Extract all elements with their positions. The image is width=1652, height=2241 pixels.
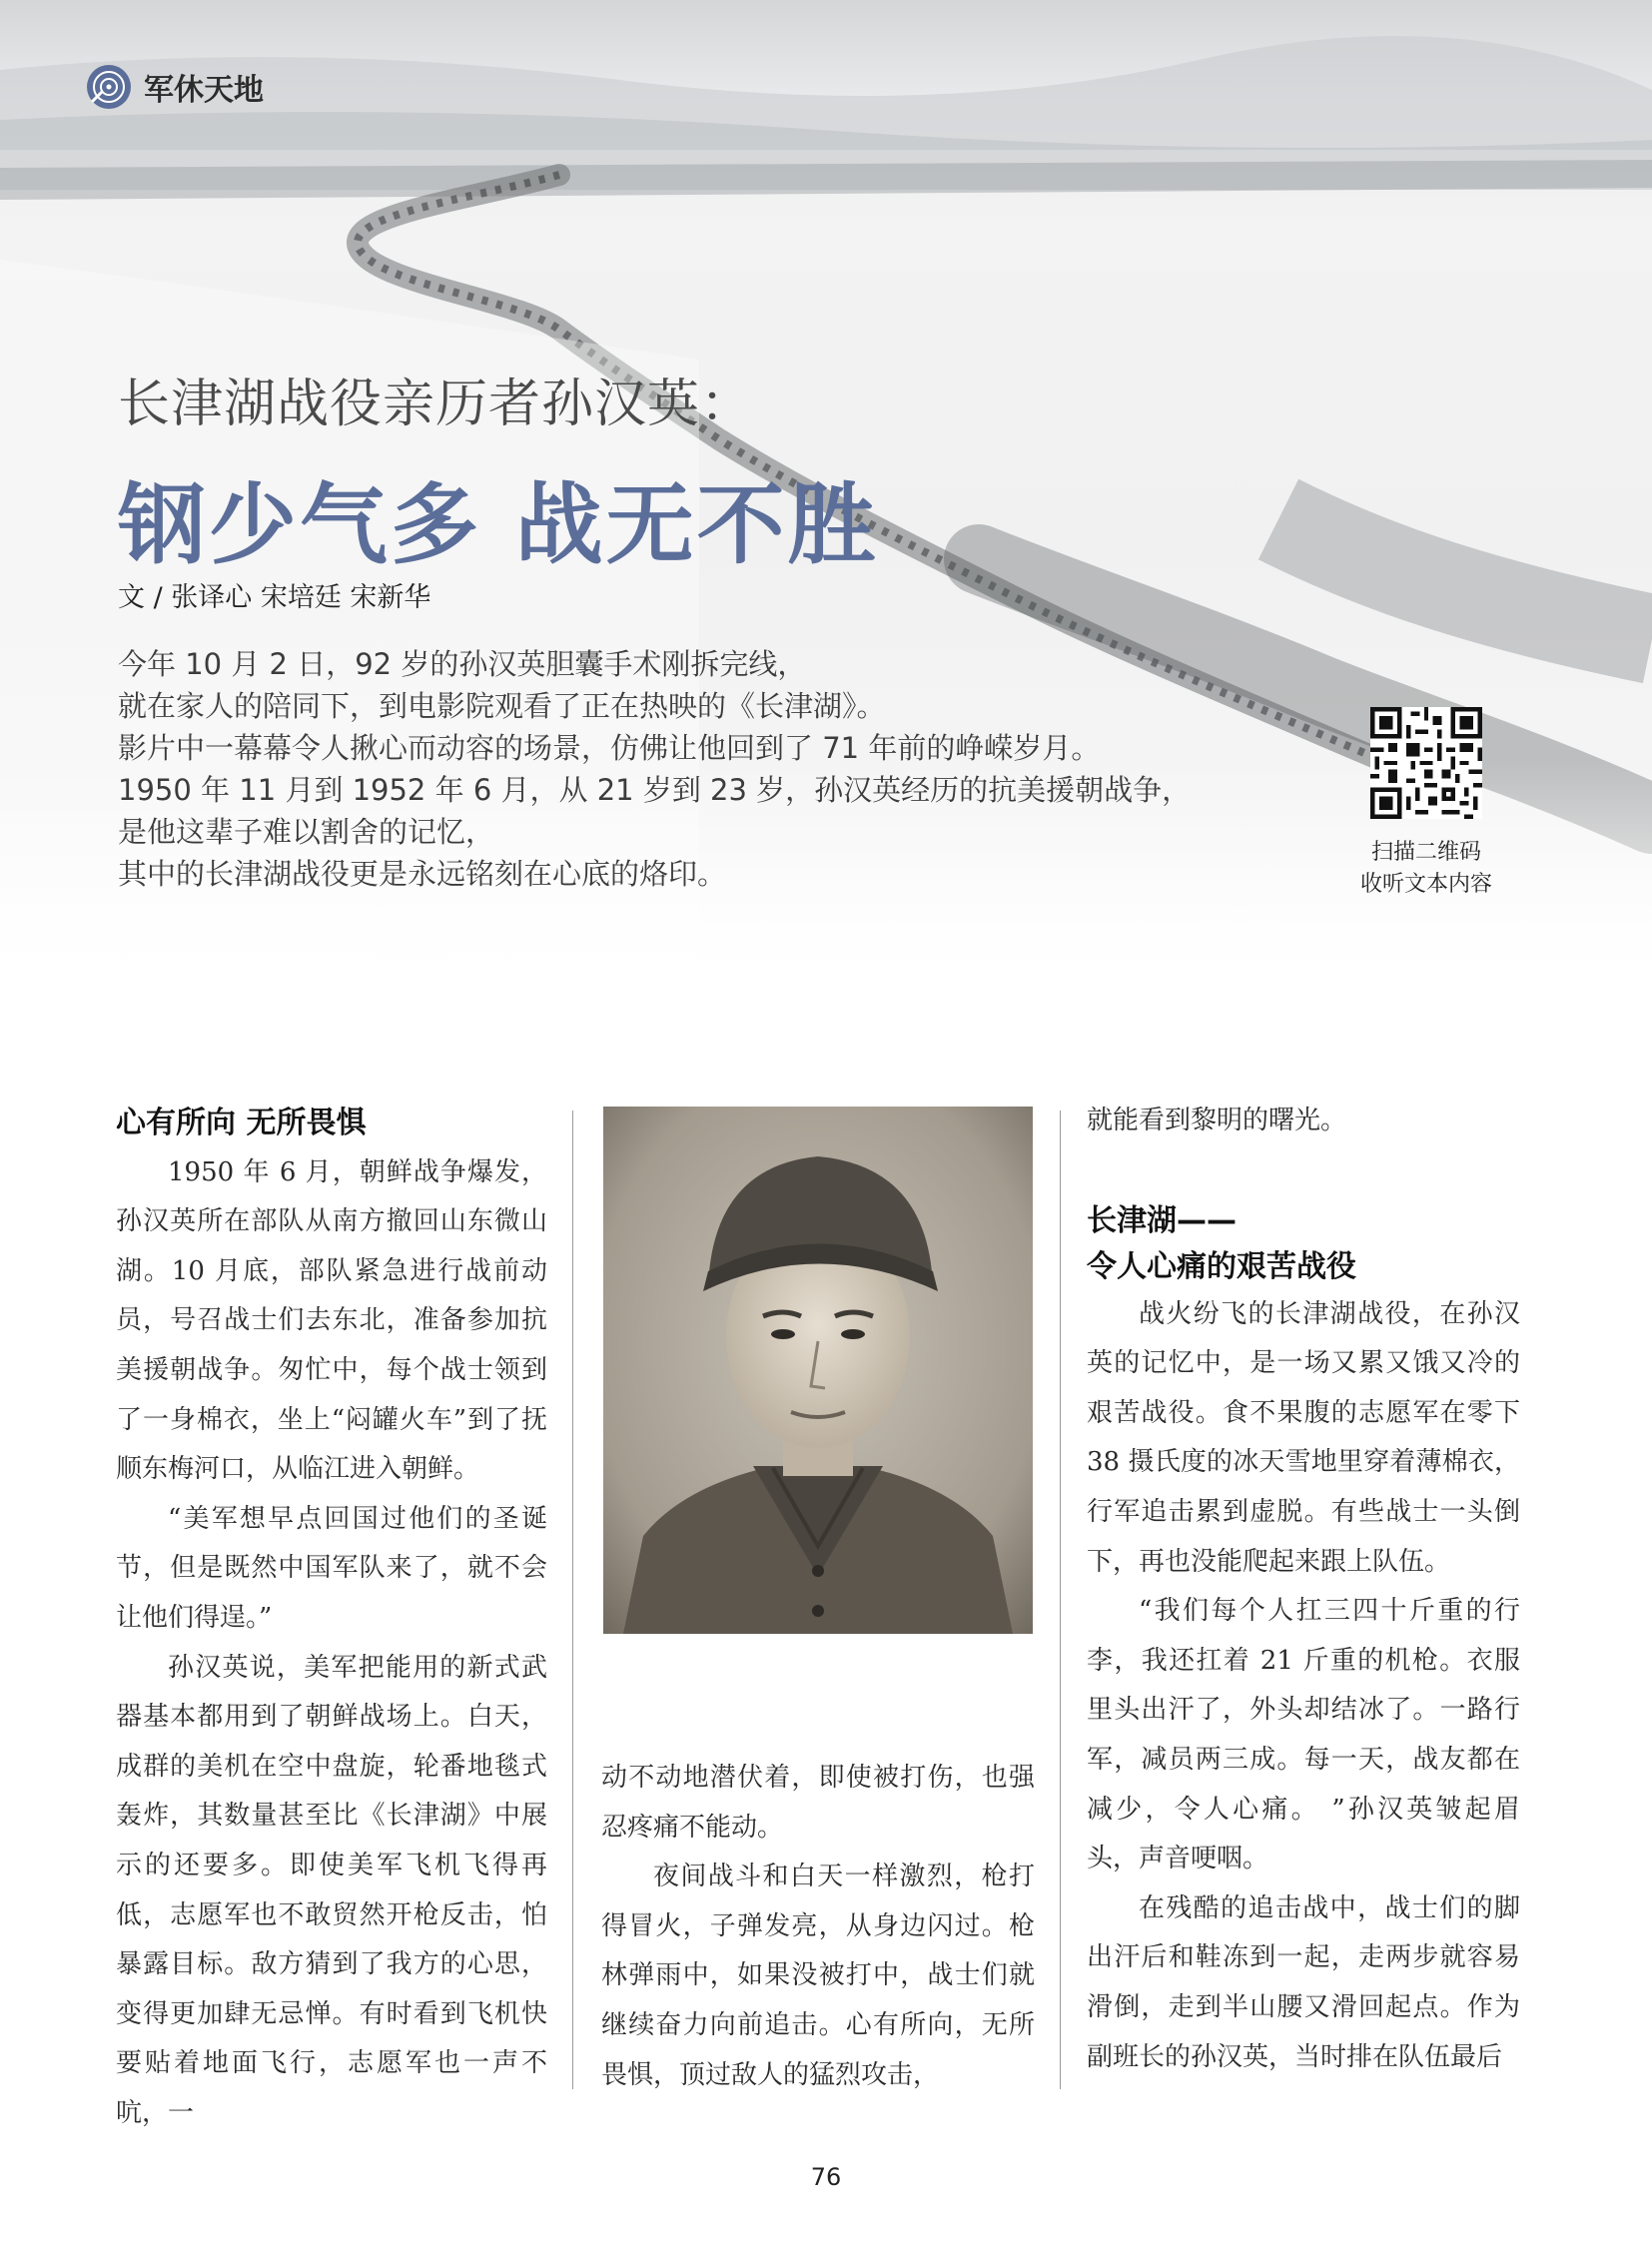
subheading: 长津湖—— <box>1087 1202 1237 1238</box>
spacer <box>1087 1146 1520 1198</box>
paragraph: “美军想早点回国过他们的圣诞节，但是既然中国军队来了，就不会让他们得逞。” <box>116 1503 547 1633</box>
intro-line: 1950 年 11 月到 1952 年 6 月，从 21 岁到 23 岁，孙汉英经历的抗美援朝战争， <box>118 773 1192 807</box>
qr-code[interactable] <box>1370 707 1482 819</box>
article-column-1 <box>116 1099 547 2138</box>
section-header <box>84 62 264 112</box>
qr-caption <box>1334 837 1518 901</box>
article-column-3 <box>1087 1097 1520 2082</box>
article-byline: 文 / 张译心 宋培廷 宋新华 <box>118 582 431 613</box>
subheading: 令人心痛的艰苦战役 <box>1087 1248 1356 1284</box>
article-column-2 <box>601 1754 1035 2100</box>
section-title: 军休天地 <box>144 73 264 108</box>
intro-line: 就在家人的陪同下，到电影院观看了正在热映的《长津湖》。 <box>118 689 886 723</box>
gramophone-icon <box>84 62 134 112</box>
column-divider <box>572 1111 573 2089</box>
article-kicker: 长津湖战役亲历者孙汉英： <box>118 374 754 434</box>
column-divider <box>1060 1111 1061 2089</box>
paragraph: 就能看到黎明的曙光。 <box>1087 1106 1347 1135</box>
article-headline: 钢少气多 战无不胜 <box>118 473 879 576</box>
paragraph: 夜间战斗和白天一样激烈，枪打得冒火，子弹发亮，从身边闪过。枪林弹雨中，如果没被打中，战士们就继续奋力向前追击。心有所向，无所畏惧，顶过敌人的猛烈攻击， <box>601 1862 1035 2090</box>
intro-line: 是他这辈子难以割舍的记忆， <box>118 815 495 849</box>
intro-line: 其中的长津湖战役更是永远铭刻在心底的烙印。 <box>118 857 727 891</box>
subheading: 心有所向 无所畏惧 <box>116 1106 367 1140</box>
qr-caption-line: 扫描二维码 <box>1370 840 1481 865</box>
paragraph: 动不动地潜伏着，即使被打伤，也强忍疼痛不能动。 <box>601 1763 1035 1843</box>
paragraph: 在残酷的追击战中，战士们的脚出汗后和鞋冻到一起，走两步就容易滑倒，走到半山腰又滑回起点。作为副班长的孙汉英，当时排在队伍最后 <box>1087 1892 1520 2072</box>
intro-line: 今年 10 月 2 日，92 岁的孙汉英胆囊手术刚拆完线， <box>118 647 807 681</box>
paragraph: 战火纷飞的长津湖战役，在孙汉英的记忆中，是一场又累又饿又冷的艰苦战役。食不果腹的志愿军在零下 38 摄氏度的冰天雪地里穿着薄棉衣，行军追击累到虚脱。有些战士一头倒下，再也没能爬起来跟上队伍。 <box>1087 1298 1520 1577</box>
qr-caption-line: 收听文本内容 <box>1359 872 1492 897</box>
intro-line: 影片中一幕幕令人揪心而动容的场景，仿佛让他回到了 71 年前的峥嵘岁月。 <box>118 731 1101 765</box>
paragraph: 1950 年 6 月，朝鲜战争爆发，孙汉英所在部队从南方撤回山东微山湖。10 月底，部队紧急进行战前动员，号召战士们去东北，准备参加抗美援朝战争。匆忙中，每个战士领到了一身棉衣，坐上“闷罐火车”到了抚顺东梅河口，从临江进入朝鲜。 <box>116 1156 547 1485</box>
soldier-portrait-illustration <box>603 1107 1033 1634</box>
paragraph: 孙汉英说，美军把能用的新式武器基本都用到了朝鲜战场上。白天，成群的美机在空中盘旋，轮番地毯式轰炸，其数量甚至比《长津湖》中展示的还要多。即使美军飞机飞得再低，志愿军也不敢贸然开枪反击，怕暴露目标。敌方猜到了我方的心思，变得更加肆无忌惮。有时看到飞机快要贴着地面飞行，志愿军也一声不吭，一 <box>116 1652 547 2128</box>
paragraph: “我们每个人扛三四十斤重的行李，我还扛着 21 斤重的机枪。衣服里头出汗了，外头却结冰了。一路行军，减员两三成。每一天，战友都在减少，令人心痛。 ”孙汉英皱起眉头，声音哽咽。 <box>1087 1596 1520 1874</box>
portrait-photo <box>603 1107 1033 1634</box>
article-intro <box>118 643 1266 895</box>
page-number: 76 <box>810 2163 842 2191</box>
